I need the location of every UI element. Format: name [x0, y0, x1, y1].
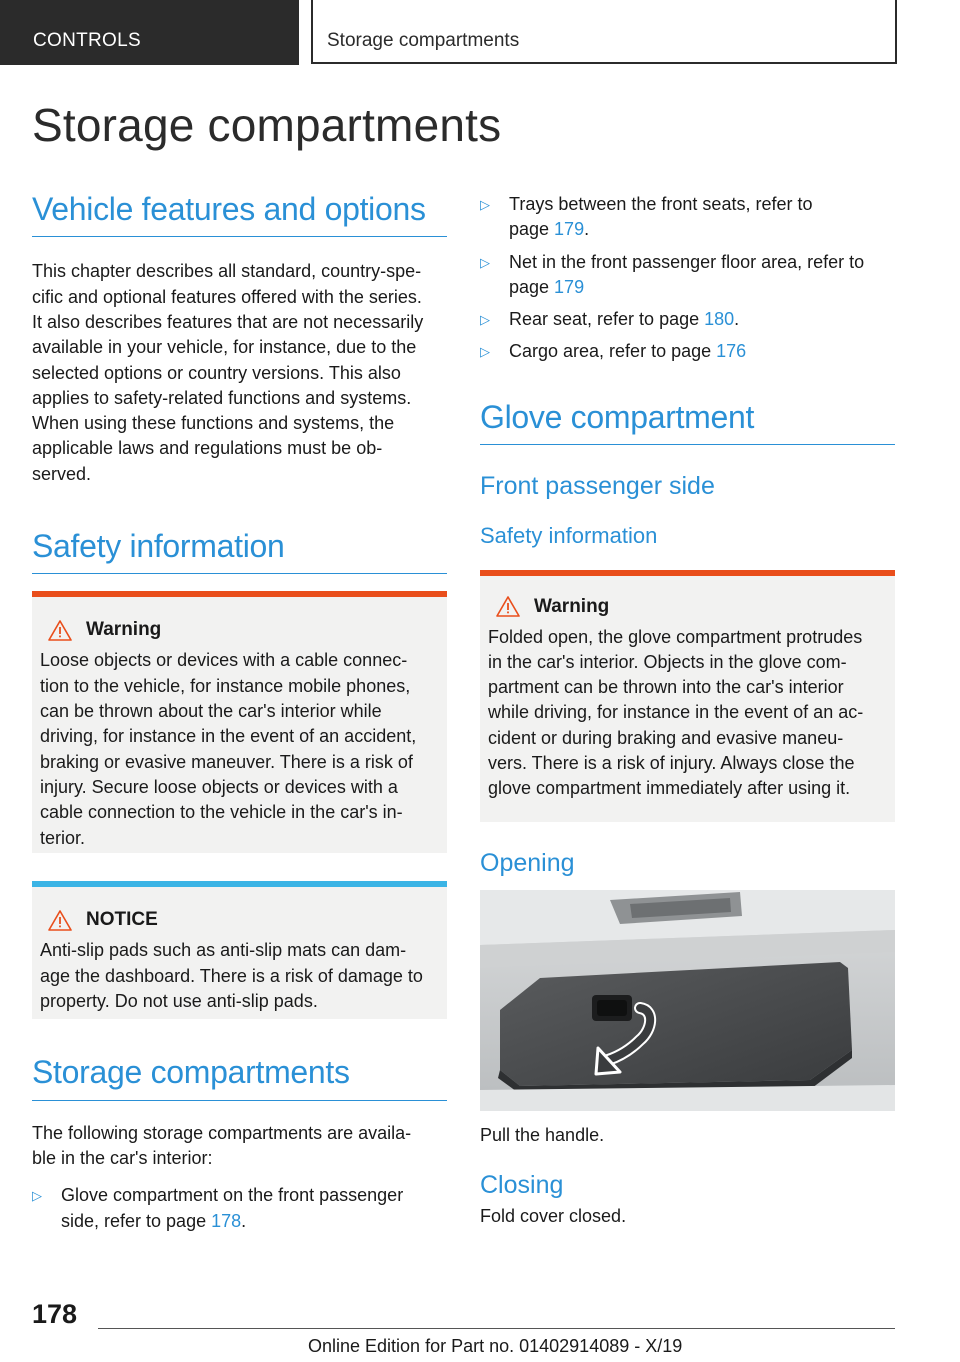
- text-line: This chapter describes all standard, country-spe-: [32, 261, 422, 282]
- warning-triangle-icon: [496, 596, 520, 617]
- notice-title: [40, 909, 439, 931]
- text-line: injury. Secure loose objects or devices with a: [40, 776, 398, 797]
- warning-title: [488, 596, 887, 618]
- glove-compartment-heading: Glove compartment: [480, 398, 895, 445]
- glove-compartment-illustration: [480, 890, 895, 1111]
- list-item: ▷ Net in the front passenger floor area, refer to page 179: [480, 251, 865, 297]
- text-line: braking or evasive maneuver. There is a risk of: [40, 751, 413, 772]
- page-link[interactable]: 178: [211, 1210, 242, 1231]
- warning-triangle-icon: [48, 620, 72, 641]
- notice-title-text: NOTICE: [86, 909, 158, 931]
- text-line: selected options or country versions. This also: [32, 362, 401, 383]
- triangle-right-icon: ▷: [480, 197, 490, 212]
- list-item: ▷ Glove compartment on the front passenger side, refer to page 178.: [32, 1185, 404, 1231]
- list-item: ▷ Trays between the front seats, refer to page 179.: [480, 194, 813, 240]
- header-section-label: CONTROLS: [33, 30, 141, 51]
- list-item: ▷ Cargo area, refer to page 176: [480, 339, 895, 364]
- footer-divider: [98, 1328, 895, 1329]
- text-line: applies to safety-related functions and systems.: [32, 387, 412, 408]
- glove-compartment-photo: [480, 890, 895, 1111]
- text-line: cific and optional features offered with the series.: [32, 286, 422, 307]
- vehicle-features-text: [32, 259, 447, 487]
- header-chapter-label: Storage compartments: [327, 30, 520, 51]
- triangle-right-icon: ▷: [480, 312, 490, 328]
- storage-list-continued: [480, 192, 895, 365]
- text-line: Loose objects or devices with a cable connec-: [40, 650, 408, 671]
- triangle-right-icon: ▷: [32, 1188, 42, 1204]
- text-line: ble in the car's interior:: [32, 1148, 213, 1169]
- text-line: cident or during braking and evasive maneu-: [488, 727, 844, 748]
- text-line: served.: [32, 463, 92, 484]
- text-line: vers. There is a risk of injury. Always close the: [488, 753, 855, 774]
- text-line: terior.: [40, 827, 86, 848]
- header-chapter-tab: [311, 0, 897, 64]
- warning-triangle-icon: [48, 910, 72, 931]
- text-line: can be thrown about the car's interior while: [40, 701, 382, 722]
- page-title: Storage compartments: [32, 99, 502, 151]
- text-line: Folded open, the glove compartment protrudes: [488, 626, 863, 647]
- footer-edition: Online Edition for Part no. 01402914089 - X/19: [308, 1336, 683, 1356]
- warning-title: [40, 619, 439, 641]
- closing-text: Fold cover closed.: [480, 1205, 627, 1226]
- text-line: applicable laws and regulations must be ob-: [32, 438, 383, 459]
- opening-heading: Opening: [480, 848, 575, 877]
- opening-text: Pull the handle.: [480, 1124, 605, 1145]
- warning-title-text: Warning: [534, 595, 610, 617]
- text-line: cable connection to the vehicle in the car's in-: [40, 802, 403, 823]
- text-line: driving, for instance in the event of an accident,: [40, 726, 417, 747]
- page-link[interactable]: 176: [716, 341, 747, 362]
- vehicle-features-heading: Vehicle features and options: [32, 190, 447, 237]
- warning-title-text: Warning: [86, 619, 162, 641]
- text-line: available in your vehicle, for instance, due to the: [32, 337, 417, 358]
- header-section-tab: [0, 0, 299, 65]
- text-line: while driving, for instance in the event of an ac-: [488, 702, 864, 723]
- page-number: 178: [32, 1299, 78, 1329]
- front-passenger-side-heading: Front passenger side: [480, 472, 715, 501]
- safety-information-heading: Safety information: [32, 527, 447, 574]
- page-link[interactable]: 180: [704, 309, 735, 330]
- warning-box: [32, 591, 447, 853]
- safety-information-subheading: Safety information: [480, 523, 658, 549]
- text-line: age the dashboard. There is a risk of damage to: [40, 965, 423, 986]
- warning-box: [480, 570, 895, 822]
- triangle-right-icon: ▷: [480, 254, 490, 270]
- text-line: The following storage compartments are availa-: [32, 1122, 412, 1143]
- list-item: ▷ Rear seat, refer to page 180.: [480, 307, 895, 332]
- triangle-right-icon: ▷: [480, 344, 490, 360]
- closing-heading: Closing: [480, 1170, 564, 1199]
- text-line: It also describes features that are not necessarily: [32, 311, 424, 332]
- storage-compartments-heading: Storage compartments: [32, 1053, 447, 1100]
- text-line: partment can be thrown into the car's interior: [488, 677, 844, 698]
- text-line: glove compartment immediately after using it.: [488, 778, 851, 799]
- left-column: [32, 190, 447, 1241]
- text-line: property. Do not use anti-slip pads.: [40, 991, 318, 1012]
- text-line: tion to the vehicle, for instance mobile phones,: [40, 675, 411, 696]
- right-column: [480, 192, 895, 1229]
- page-link[interactable]: 179: [554, 276, 585, 297]
- text-line: in the car's interior. Objects in the glove com-: [488, 651, 847, 672]
- page-link[interactable]: 179: [554, 219, 585, 240]
- notice-box: [32, 881, 447, 1019]
- text-line: Anti-slip pads such as anti-slip mats can dam-: [40, 940, 407, 961]
- text-line: When using these functions and systems, the: [32, 413, 395, 434]
- storage-list: [32, 1183, 447, 1234]
